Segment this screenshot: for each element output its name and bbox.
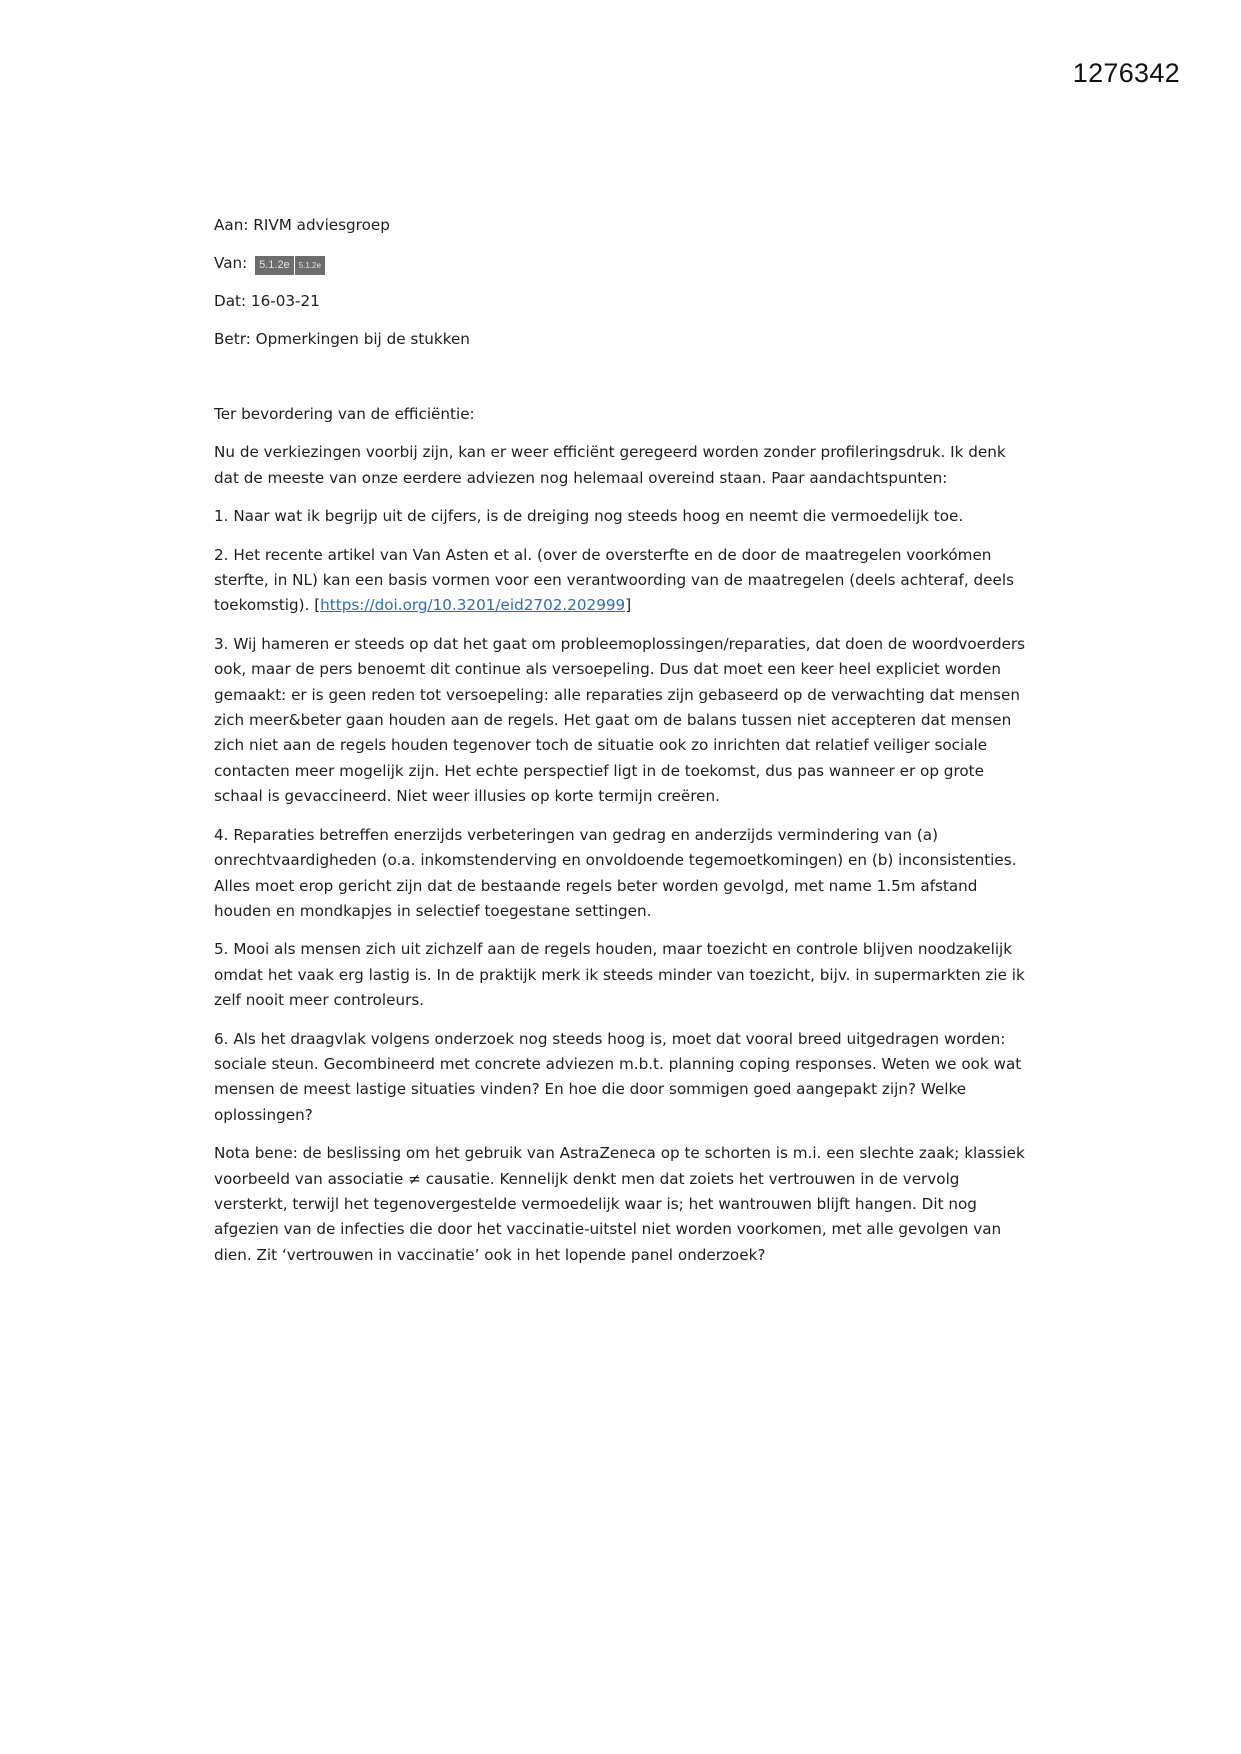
point-6: 6. Als het draagvlak volgens onderzoek nog steeds hoog is, moet dat vooral breed uitgedragen worden: sociale steun. Gecombineerd met concrete adviezen m.b.t. planning coping responses. Weten we ook wat mensen de meest lastige situaties vinden? En hoe die door sommigen goed aangepakt zijn? Welke oplossingen? <box>214 1029 1022 1124</box>
header-to <box>214 213 1034 238</box>
from-label: Van: <box>214 254 248 272</box>
doi-link[interactable]: https://doi.org/10.3201/eid2702.202999 <box>320 596 626 615</box>
redaction-box: 5.1.2e <box>295 256 325 275</box>
letter <box>214 213 1034 1281</box>
document-number: 1276342 <box>1072 58 1180 88</box>
subject-label: Betr: <box>214 330 251 348</box>
point-4: 4. Reparaties betreffen enerzijds verbeteringen van gedrag en anderzijds vermindering van (a) onrechtvaardigheden (o.a. inkomstenderving en onvoldoende tegemoetkomingen) en (b) inconsistenties. Alles moet erop gericht zijn dat de bestaande regels beter worden gevolgd, met name 1.5m afstand houden en mondkapjes in selectief toegestane settingen. <box>214 825 1017 920</box>
point-2 <box>214 543 1034 619</box>
point-3: 3. Wij hameren er steeds op dat het gaat om probleemoplossingen/reparaties, dat doen de woordvoerders ook, maar de pers benoemt dit continue als versoepeling. Dus dat moet een keer heel expliciet worden gemaakt: er is geen reden tot versoepeling: alle reparaties zijn gebaseerd op de verwachting dat mensen zich meer&beter gaan houden aan de regels. Het gaat om de balans tussen niet accepteren dat mensen zich niet aan de regels houden tegenover toch de situatie ook zo inrichten dat relatief veiliger sociale contacten meer mogelijk zijn. Het echte perspectief ligt in de toekomst, dus pas wanneer er op grote schaal is gevaccineerd. Niet weer illusies op korte termijn creëren. <box>214 634 1026 806</box>
nota-bene-paragraph: Nota bene: de beslissing om het gebruik van AstraZeneca op te schorten is m.i. een slechte zaak; klassiek voorbeeld van associatie ≠ causatie. Kennelijk denkt men dat zoiets het vertrouwen in de vervolg versterkt, terwijl het tegenovergestelde vermoedelijk waar is; het wantrouwen blijft hangen. Dit nog afgezien van de infecties die door het vaccinatie-uitstel niet worden voorkomen, met alle gevolgen van dien. Zit ‘vertrouwen in vaccinatie’ ook in het lopende panel onderzoek? <box>214 1144 1025 1264</box>
to-value: RIVM adviesgroep <box>253 216 390 234</box>
header-subject <box>214 327 1034 352</box>
date-label: Dat: <box>214 292 247 310</box>
header-date <box>214 289 1034 314</box>
intro-paragraph: Ter bevordering van de efficiëntie: <box>214 405 475 423</box>
header-from <box>214 251 1034 276</box>
point-5: 5. Mooi als mensen zich uit zichzelf aan de regels houden, maar toezicht en controle blijven noodzakelijk omdat het vaak erg lastig is. In de praktijk merk ik steeds minder van toezicht, bijv. in supermarkten zie ik zelf nooit meer controleurs. <box>214 940 1025 1010</box>
point-2-text: 2. Het recente artikel van Van Asten et al. (over de oversterfte en de door de maatregelen voorkómen sterfte, in NL) kan een basis vormen voor een verantwoording van de maatregelen (deels achteraf, deels toekomstig). [ <box>214 545 1015 615</box>
to-label: Aan: <box>214 216 249 234</box>
redaction-box: 5.1.2e <box>255 256 294 275</box>
date-value: 16-03-21 <box>250 292 320 310</box>
point-1: 1. Naar wat ik begrijp uit de cijfers, is de dreiging nog steeds hoog en neemt die vermoedelijk toe. <box>214 507 964 526</box>
opening-paragraph: Nu de verkiezingen voorbij zijn, kan er weer efficiënt geregeerd worden zonder profileringsdruk. Ik denk dat de meeste van onze eerdere adviezen nog helemaal overeind staan. Paar aandachtspunten: <box>214 443 1006 487</box>
point-2-end: ] <box>625 596 632 615</box>
subject-value: Opmerkingen bij de stukken <box>255 330 470 348</box>
